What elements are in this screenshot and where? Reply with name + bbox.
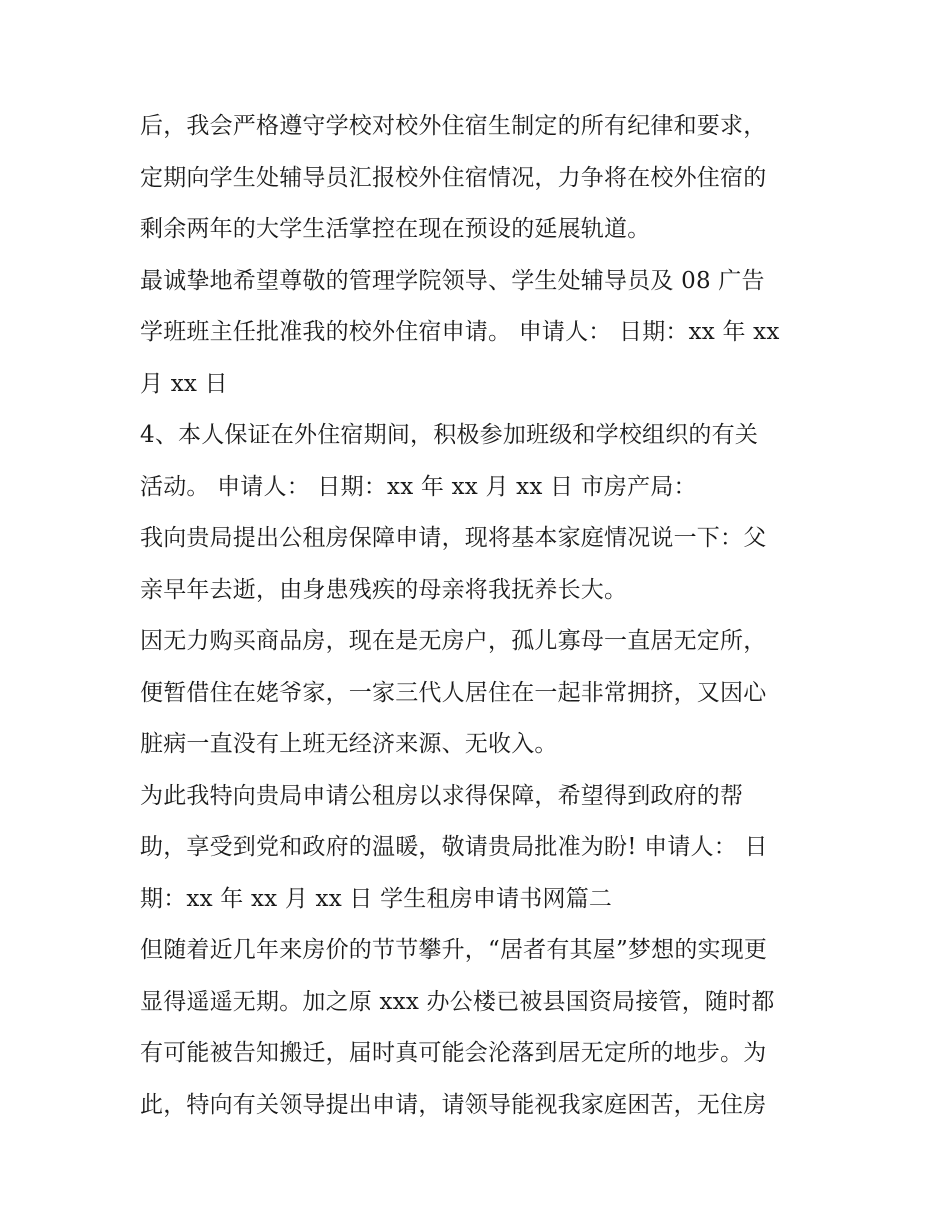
- text-line: 活动。 申请人： 日期：xx 年 xx 月 xx 日 市房产局：: [140, 473, 697, 500]
- text-line: 显得遥遥无期。加之原 xxx 办公楼已被县国资局接管，随时都: [140, 988, 775, 1015]
- text-line: 亲早年去逝，由身患残疾的母亲将我抚养长大。: [140, 576, 628, 603]
- text-line: 脏病一直没有上班无经济来源、无收入。: [140, 731, 558, 757]
- text-line: 助，享受到党和政府的温暖，敬请贵局批准为盼! 申请人： 日: [140, 834, 768, 860]
- text-line: 我向贵局提出公租房保障申请，现将基本家庭情况说一下：父: [140, 525, 767, 551]
- text-line: 但随着近几年来房价的节节攀升，“居者有其屋”梦想的实现更: [140, 937, 768, 963]
- text-line: 便暂借住在姥爷家，一家三代人居住在一起非常拥挤，又因心: [140, 679, 767, 706]
- text-line: 4、本人保证在外住宿期间，积极参加班级和学校组织的有关: [140, 422, 759, 448]
- text-line: 期：xx 年 xx 月 xx 日 学生租房申请书网篇二: [140, 885, 613, 912]
- text-line: 后，我会严格遵守学校对校外住宿生制定的所有纪律和要求，: [140, 113, 767, 139]
- document-body: [140, 101, 812, 1131]
- text-line: 此，特向有关领导提出申请，请领导能视我家庭困苦，无住房: [140, 1091, 767, 1118]
- text-line: 有可能被告知搬迁，届时真可能会沦落到居无定所的地步。为: [140, 1040, 767, 1066]
- text-line: 定期向学生处辅导员汇报校外住宿情况，力争将在校外住宿的: [140, 164, 767, 191]
- text-line: 学班班主任批准我的校外住宿申请。 申请人： 日期：xx 年 xx: [140, 319, 780, 345]
- text-line: 月 xx 日: [140, 370, 228, 397]
- text-line: 因无力购买商品房，现在是无房户，孤儿寡母一直居无定所，: [140, 628, 767, 654]
- text-line: 为此我特向贵局申请公租房以求得保障，希望得到政府的帮: [140, 782, 744, 809]
- text-line: 剩余两年的大学生活掌控在现在预设的延展轨道。: [140, 216, 651, 242]
- text-line: 最诚挚地希望尊敬的管理学院领导、学生处辅导员及 08 广告: [140, 267, 765, 294]
